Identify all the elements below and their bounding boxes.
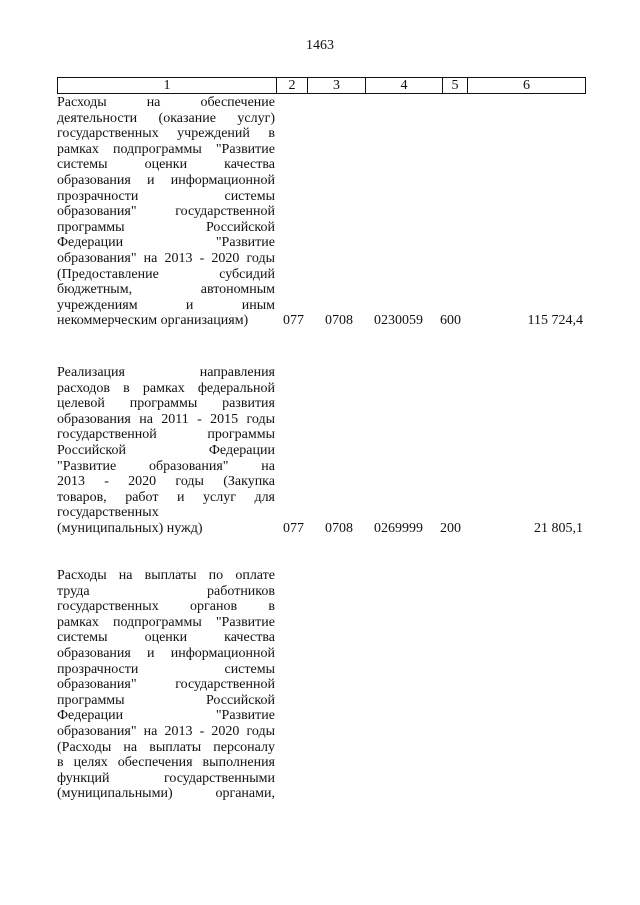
description-line: Федерации "Развитие — [57, 235, 275, 251]
description-line: (муниципальными) органами, — [57, 786, 275, 802]
section-code: 0708 — [325, 520, 353, 536]
column-header-table — [57, 77, 586, 94]
section-code: 0708 — [325, 312, 353, 328]
description-line: рамках подпрограммы "Развитие — [57, 614, 275, 630]
column-header-3: 3 — [308, 78, 366, 94]
description-line: Расходы на обеспечение — [57, 95, 275, 110]
expense-type: 600 — [440, 312, 461, 328]
description-line: (Расходы на выплаты персоналу — [57, 739, 275, 755]
description-line: деятельности (оказание услуг) — [57, 110, 275, 126]
description-line: расходов в рамках федеральной — [57, 380, 275, 396]
description-line: программы Российской — [57, 692, 275, 708]
column-header-2: 2 — [277, 78, 308, 94]
description-line: системы оценки качества — [57, 630, 275, 646]
amount: 115 724,4 — [527, 312, 583, 328]
description-line: некоммерческим организациям) — [57, 313, 249, 329]
description-line: Расходы на выплаты по оплате — [57, 568, 275, 583]
target-code: 0230059 — [374, 312, 423, 328]
table-row — [57, 568, 586, 802]
column-header-5: 5 — [443, 78, 468, 94]
table-row — [57, 365, 586, 537]
column-header-4: 4 — [366, 78, 443, 94]
description-line: целевой программы развития — [57, 396, 275, 412]
expense-type: 200 — [440, 520, 461, 536]
description-line: бюджетным, автономным — [57, 282, 275, 298]
grbs-code: 077 — [283, 312, 304, 328]
description-line: Российской Федерации — [57, 442, 275, 458]
description-line: образования на 2011 - 2015 годы — [57, 411, 275, 427]
description-line: государственных органов в — [57, 599, 275, 615]
description-line: образования" государственной — [57, 204, 275, 220]
description-line: образования" на 2013 - 2020 годы — [57, 723, 275, 739]
row-description — [57, 365, 275, 537]
description-line: образования и информационной — [57, 645, 275, 661]
grbs-code: 077 — [283, 520, 304, 536]
description-line: образования" государственной — [57, 677, 275, 693]
description-line: образования и информационной — [57, 172, 275, 188]
description-line: прозрачности системы — [57, 188, 275, 204]
column-header-row — [58, 78, 586, 94]
description-line: учреждениям и иным — [57, 297, 275, 313]
page-number: 1463 — [306, 38, 334, 53]
description-line: Реализация направления — [57, 365, 275, 380]
description-line: (муниципальных) нужд) — [57, 520, 203, 536]
row-codes — [57, 313, 586, 329]
description-line: системы оценки качества — [57, 157, 275, 173]
description-line: программы Российской — [57, 219, 275, 235]
description-line: 2013 - 2020 годы (Закупка — [57, 474, 275, 490]
description-line: рамках подпрограммы "Развитие — [57, 141, 275, 157]
amount: 21 805,1 — [534, 520, 583, 536]
column-header-6: 6 — [468, 78, 586, 94]
column-header-1: 1 — [58, 78, 277, 94]
description-line: государственных учреждений в — [57, 126, 275, 142]
description-line: функций государственными — [57, 770, 275, 786]
description-line: товаров, работ и услуг для — [57, 489, 275, 505]
description-line: образования" на 2013 - 2020 годы — [57, 250, 275, 266]
description-line: "Развитие образования" на — [57, 458, 275, 474]
description-line: (Предоставление субсидий — [57, 266, 275, 282]
target-code: 0269999 — [374, 520, 423, 536]
description-line: Федерации "Развитие — [57, 708, 275, 724]
description-line: труда работников — [57, 583, 275, 599]
row-description — [57, 95, 275, 329]
description-line: прозрачности системы — [57, 661, 275, 677]
description-line: государственной программы — [57, 427, 275, 443]
row-codes — [57, 521, 586, 537]
description-line: в целях обеспечения выполнения — [57, 755, 275, 771]
table-row — [57, 95, 586, 329]
row-description — [57, 568, 275, 802]
description-line: государственных — [57, 505, 159, 521]
